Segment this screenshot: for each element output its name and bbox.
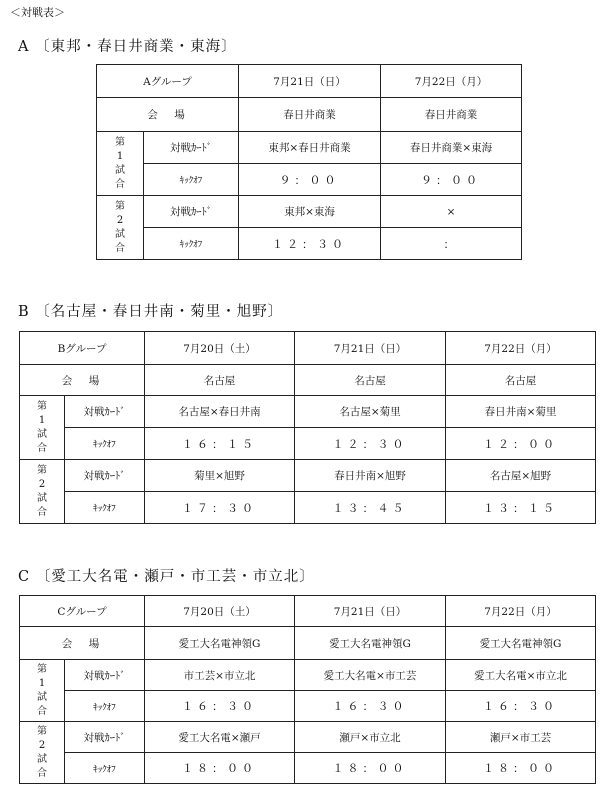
card-label: 対戦ｶｰﾄﾞ [65, 460, 145, 492]
match-label-char: 試 [115, 164, 125, 176]
match-card: × [381, 196, 522, 228]
section-title-b: B 〔名古屋・春日井南・菊里・旭野〕 [18, 304, 284, 320]
schedule-table-c [19, 595, 596, 784]
match-label-char: 合 [115, 178, 125, 190]
match1-label [20, 396, 65, 460]
kickoff-time: １６：３０ [145, 691, 295, 722]
kickoff-time: ９：００ [239, 164, 381, 196]
match-label-char: 試 [37, 753, 47, 765]
kickoff-time: １８：００ [446, 753, 596, 784]
match1-label [20, 660, 65, 722]
kickoff-time: １３：４５ [295, 492, 446, 524]
match-label-char: 1 [38, 677, 46, 689]
date-header: 7月21日（日） [239, 65, 381, 98]
group-label: Aグループ [97, 65, 239, 98]
match2-kickoff-row [20, 753, 596, 784]
kickoff-label: ｷｯｸｵﾌ [65, 691, 145, 722]
venue-cell: 愛工大名電神領G [145, 627, 295, 660]
kickoff-time: ： [381, 228, 522, 260]
header-row [97, 65, 522, 98]
match1-label [97, 132, 144, 196]
section-title-a: A 〔東邦・春日井商業・東海〕 [18, 39, 237, 55]
match1-kickoff-row [20, 691, 596, 722]
match-label-char: 試 [37, 492, 47, 504]
venue-cell: 春日井商業 [239, 98, 381, 132]
match-card: 春日井南×菊里 [446, 396, 596, 428]
match2-card-row [20, 460, 596, 492]
match-card: 名古屋×旭野 [446, 460, 596, 492]
kickoff-time: １６：３０ [295, 691, 446, 722]
date-header: 7月20日（土） [145, 332, 295, 365]
header-row [20, 332, 596, 365]
match-card: 市工芸×市立北 [145, 660, 295, 691]
match-label-char: 第 [115, 136, 125, 148]
kickoff-time: １８：００ [295, 753, 446, 784]
match-label-char: 第 [37, 400, 47, 412]
kickoff-time: １２：３０ [239, 228, 381, 260]
kickoff-time: １２：３０ [295, 428, 446, 460]
match2-label [20, 460, 65, 524]
venue-row [20, 627, 596, 660]
match2-label [20, 722, 65, 784]
page-header: ＜対戦表＞ [10, 6, 65, 19]
date-header: 7月22日（月） [381, 65, 522, 98]
venue-label: 会 場 [20, 627, 145, 660]
match-label-char: 合 [115, 242, 125, 254]
match-card: 愛工大名電×市立北 [446, 660, 596, 691]
match-label-char: 1 [38, 414, 46, 426]
kickoff-time: １２：００ [446, 428, 596, 460]
card-label: 対戦ｶｰﾄﾞ [65, 660, 145, 691]
match2-label [97, 196, 144, 260]
venue-label: 会 場 [20, 365, 145, 396]
venue-row [97, 98, 522, 132]
venue-cell: 名古屋 [446, 365, 596, 396]
match-label-char: 合 [37, 442, 47, 454]
match-card: 東邦×東海 [239, 196, 381, 228]
match-label-char: 第 [115, 200, 125, 212]
match-label-char: 2 [38, 478, 46, 490]
match-label-char: 合 [37, 767, 47, 779]
card-label: 対戦ｶｰﾄﾞ [65, 722, 145, 753]
match-label-char: 合 [37, 705, 47, 717]
venue-cell: 名古屋 [145, 365, 295, 396]
match-card: 春日井南×旭野 [295, 460, 446, 492]
match-label-char: 2 [38, 739, 46, 751]
match-card: 瀬戸×市工芸 [446, 722, 596, 753]
match1-kickoff-row [97, 164, 522, 196]
match-label-char: 合 [37, 506, 47, 518]
date-header: 7月22日（月） [446, 596, 596, 627]
date-header: 7月21日（日） [295, 332, 446, 365]
section-title-c: C 〔愛工大名電・瀬戸・市工芸・市立北〕 [18, 569, 315, 585]
kickoff-time: １８：００ [145, 753, 295, 784]
match-card: 名古屋×菊里 [295, 396, 446, 428]
match-card: 愛工大名電×瀬戸 [145, 722, 295, 753]
match-label-char: 試 [37, 691, 47, 703]
venue-cell: 春日井商業 [381, 98, 522, 132]
match1-card-row [97, 132, 522, 164]
venue-cell: 名古屋 [295, 365, 446, 396]
match-card: 名古屋×春日井南 [145, 396, 295, 428]
kickoff-time: ９：００ [381, 164, 522, 196]
kickoff-label: ｷｯｸｵﾌ [144, 164, 239, 196]
kickoff-label: ｷｯｸｵﾌ [65, 492, 145, 524]
match2-kickoff-row [97, 228, 522, 260]
match-card: 東邦×春日井商業 [239, 132, 381, 164]
kickoff-time: １６：１５ [145, 428, 295, 460]
match-card: 春日井商業×東海 [381, 132, 522, 164]
group-label: Cグループ [20, 596, 145, 627]
match-label-char: 第 [37, 725, 47, 737]
match-card: 瀬戸×市立北 [295, 722, 446, 753]
card-label: 対戦ｶｰﾄﾞ [65, 396, 145, 428]
date-header: 7月20日（土） [145, 596, 295, 627]
venue-label: 会 場 [97, 98, 239, 132]
kickoff-label: ｷｯｸｵﾌ [144, 228, 239, 260]
card-label: 対戦ｶｰﾄﾞ [144, 196, 239, 228]
match-label-char: 1 [116, 150, 124, 162]
kickoff-label: ｷｯｸｵﾌ [65, 428, 145, 460]
kickoff-label: ｷｯｸｵﾌ [65, 753, 145, 784]
match2-card-row [20, 722, 596, 753]
venue-row [20, 365, 596, 396]
match-label-char: 試 [115, 228, 125, 240]
card-label: 対戦ｶｰﾄﾞ [144, 132, 239, 164]
match-card: 菊里×旭野 [145, 460, 295, 492]
kickoff-time: １７：３０ [145, 492, 295, 524]
schedule-table-b [19, 331, 596, 524]
match2-kickoff-row [20, 492, 596, 524]
schedule-table-a [96, 64, 522, 260]
header-row [20, 596, 596, 627]
kickoff-time: １６：３０ [446, 691, 596, 722]
match1-card-row [20, 660, 596, 691]
group-label: Bグループ [20, 332, 145, 365]
venue-cell: 愛工大名電神領G [295, 627, 446, 660]
match1-kickoff-row [20, 428, 596, 460]
match-label-char: 2 [116, 214, 124, 226]
match-label-char: 第 [37, 464, 47, 476]
venue-cell: 愛工大名電神領G [446, 627, 596, 660]
date-header: 7月22日（月） [446, 332, 596, 365]
match1-card-row [20, 396, 596, 428]
match2-card-row [97, 196, 522, 228]
kickoff-time: １３：１５ [446, 492, 596, 524]
match-card: 愛工大名電×市工芸 [295, 660, 446, 691]
match-label-char: 第 [37, 663, 47, 675]
match-label-char: 試 [37, 428, 47, 440]
date-header: 7月21日（日） [295, 596, 446, 627]
